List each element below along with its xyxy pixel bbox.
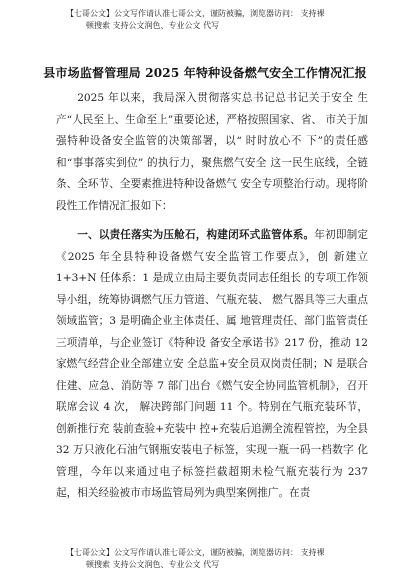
promo-banner-line: 【七哥公文】公文写作请认准七哥公文，谨防被骗，浏览器访问： 支持裸: [66, 9, 325, 18]
promo-banner-bottom: [66, 547, 356, 571]
section-1-text: 年初即制定《2025 年全县特种设备燃气安全监管工作要点》，创 新建立 1+3+N 任体系：1 是成立由局主要负责同志任组长 的专项工作领导小组，统筹协调燃气压力管道、气瓶充装、 燃气器具等三大重点领域监管；3 是明确企业主体责任、属 地管理责任、部门监管责任三项清单，与企业签订《特种设 备安全承诺书》217 份，推动 12 家燃气经营企业全部建立安 全总监+安全员双岗责任制；N 是联合住建、应急、消防等 7 部门出台《燃气安全协同监管机制》，召开联席会议 4 次， 解决跨部门问题 11 个。特别在气瓶充装环节，创新推行充 装前查验+充装中 控+充装后追溯全流程管控，为全县 32 万只液化石油气钢瓶安装电子标签，实现一瓶一码一档数字 化管理，今年以来通过电子标签拦截超期未检气瓶充装行为 237 起，相关经验被市市场监管局列为典型案例推广。在责: [56, 229, 369, 499]
section-1-paragraph: [56, 225, 368, 505]
promo-banner-line: 顿搜索 支持公文润色、专业公文 代写: [86, 21, 220, 30]
promo-banner-top: [66, 8, 356, 32]
promo-banner-line: 顿搜索 支持公文润色、专业公文 代写: [86, 560, 220, 569]
intro-paragraph: 2025 年以来，我局深入贯彻落实总书记总书记关于安全 生产“人民至上、生命至上”重要论述，严格按照国家、省、 市关于加强特种设备安全监管的决策部署，以“ 时时放心不 下”的责任感和“事事落实到位” 的执行力，聚焦燃气安全 这一民生底线，全链条、全环节、全要素推进特种设备燃气 安全专项整治行动。现将阶段性工作情况汇报如下：: [56, 92, 368, 212]
document-title: 县市场监督管理局 2025 年特种设备燃气安全工作情况汇报: [43, 66, 367, 80]
section-1-heading: 一、以责任落实为压舱石，构建闭环式监管体系。: [77, 229, 315, 241]
promo-banner-line: 【七哥公文】公文写作请认准七哥公文，谨防被骗，浏览器访问： 支持裸: [66, 548, 325, 557]
document-body: [56, 88, 368, 513]
